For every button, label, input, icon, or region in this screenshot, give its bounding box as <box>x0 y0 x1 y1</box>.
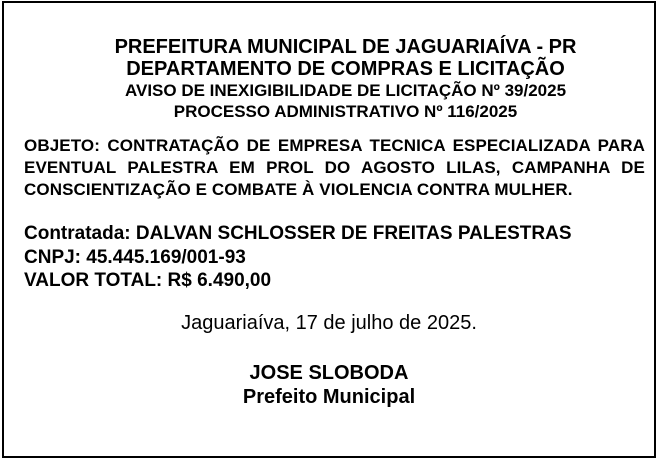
header-department: DEPARTAMENTO DE COMPRAS E LICITAÇÃO <box>126 58 565 80</box>
header-entity-name: PREFEITURA MUNICIPAL DE JAGUARIAÍVA - PR <box>114 36 577 58</box>
header-notice-number: AVISO DE INEXIGIBILIDADE DE LICITAÇÃO Nº 39/2025 <box>124 81 567 100</box>
valor-total-line: VALOR TOTAL: R$ 6.490,00 <box>24 270 272 291</box>
header-process-number: PROCESSO ADMINISTRATIVO Nº 116/2025 <box>173 102 518 121</box>
date-line: Jaguariaíva, 17 de julho de 2025. <box>181 311 477 334</box>
signature-title: Prefeito Municipal <box>242 385 416 408</box>
objeto-paragraph: OBJETO: CONTRATAÇÃO DE EMPRESA TECNICA ESPECIALIZADA PARA EVENTUAL PALESTRA EM PROL DO AGOSTO LILAS, CAMPANHA DE CONSCIENTIZAÇÃO E COMBATE À VIOLENCIA CONTRA MULHER. <box>24 136 645 199</box>
notice-border-frame <box>2 1 656 458</box>
cnpj-line: CNPJ: 45.445.169/001-93 <box>24 246 246 268</box>
signature-name: JOSE SLOBODA <box>249 361 409 384</box>
contract-block <box>4 222 654 293</box>
notice-header <box>4 3 654 122</box>
contratada-line: Contratada: DALVAN SCHLOSSER DE FREITAS PALESTRAS <box>24 223 572 244</box>
signature-block <box>4 361 654 409</box>
